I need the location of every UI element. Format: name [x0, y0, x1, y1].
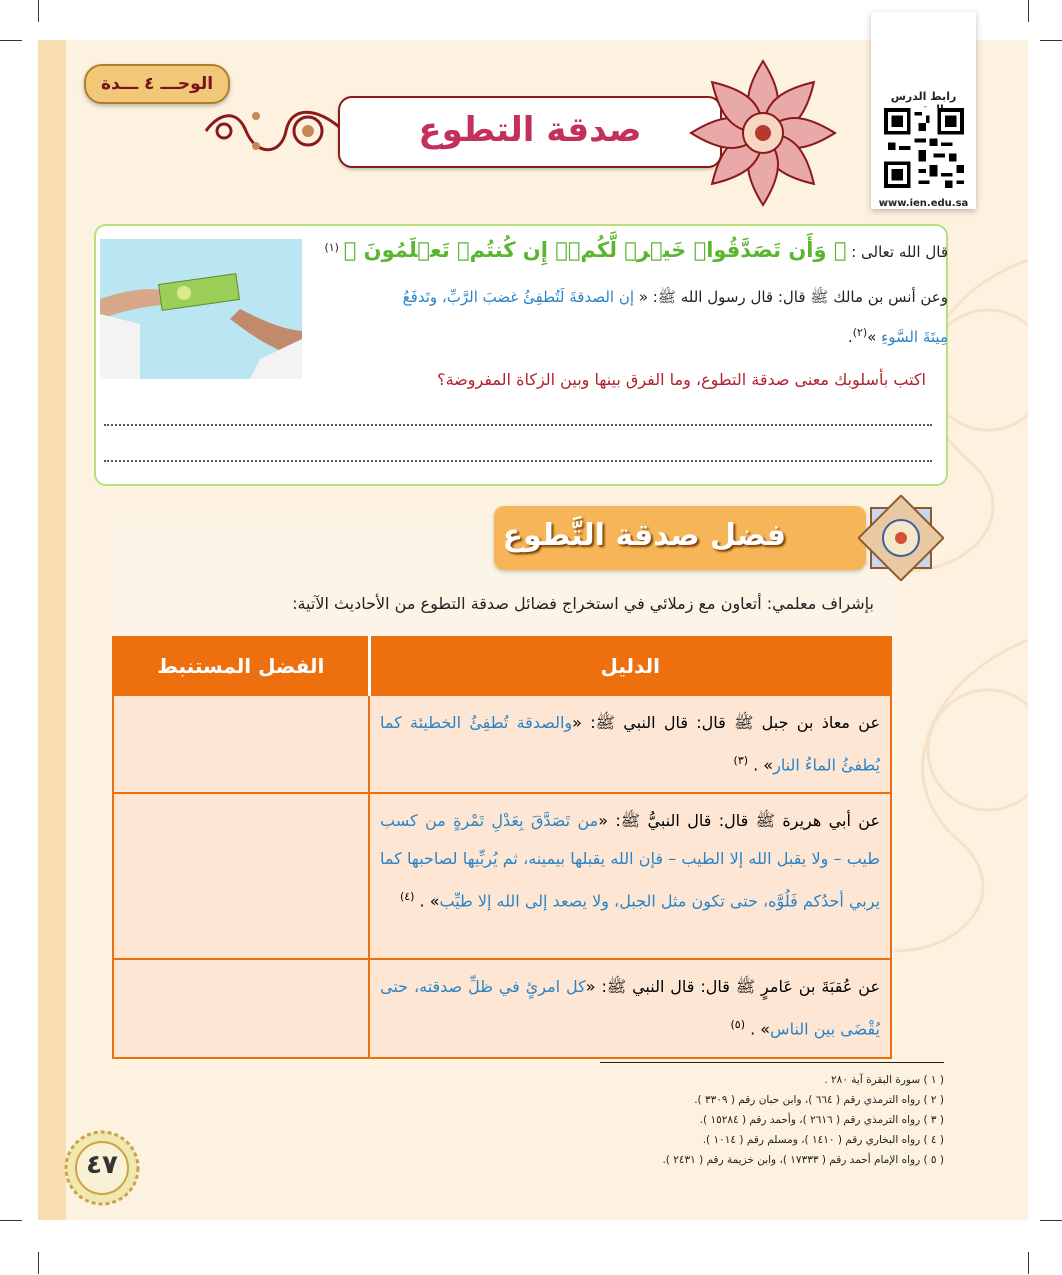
- crop-mark: [1040, 40, 1062, 41]
- hadith-line-1: [403, 288, 948, 310]
- footnote: ( ١ ) سورة البقرة آية ٢٨٠ .: [824, 1074, 944, 1086]
- narrator: عن عُقبَةَ بن عَامرٍ ﷺ قال: قال النبي ﷺ: «: [585, 977, 880, 997]
- footnote: ( ٣ ) رواه الترمذي رقم ( ٢٦١٦ )، وأحمد رقم ( ١٥٢٨٤ ).: [699, 1114, 944, 1126]
- quote-close: » .: [750, 1019, 771, 1039]
- hadith-quote: والصدقة تُطفِئُ الخطيئة كما يُطفئُ الماءُ النار: [380, 713, 880, 775]
- evidence-cell: [369, 695, 891, 793]
- lesson-title: صدقة التطوع: [418, 110, 642, 150]
- crop-mark: [1028, 1252, 1029, 1274]
- table-row: [113, 695, 891, 793]
- crop-mark: [1028, 0, 1029, 22]
- evidence-cell: [369, 793, 891, 959]
- hadith-text-cont: مِيتَةَ السَّوءِ: [881, 328, 948, 346]
- narrator: عن أبي هريرة ﷺ قال: قال النبيُّ ﷺ: «: [598, 811, 881, 831]
- footnote-ref: (٣): [733, 754, 749, 767]
- hadith-line-2: [848, 326, 948, 346]
- table-row: [113, 959, 891, 1057]
- hadith-prefix: وعن أنس بن مالك ﷺ قال: قال رسول الله ﷺ: «: [638, 288, 948, 306]
- header-derived-virtue: الفضل المستنبط: [113, 637, 369, 695]
- derived-virtue-cell[interactable]: [113, 695, 369, 793]
- quran-line: [324, 238, 948, 262]
- star-rosette-icon: [688, 58, 838, 208]
- qr-code-icon[interactable]: [884, 108, 964, 188]
- crop-mark: [0, 1220, 22, 1221]
- unit-badge: الوحـــ ٤ ـــدة: [84, 64, 230, 104]
- derived-virtue-cell[interactable]: [113, 793, 369, 959]
- qr-label: رابط الدرس: [890, 90, 957, 103]
- scroll-ornament: [196, 96, 346, 166]
- page-number: ٤٧: [86, 1150, 118, 1180]
- charity-photo: [100, 239, 302, 379]
- narrator: عن معاذ بن جبل ﷺ قال: قال النبي ﷺ: «: [572, 713, 881, 732]
- footnote: ( ٢ ) رواه الترمذي رقم ( ٦٦٤ )، وابن حبان رقم ( ٣٣٠٩ ).: [694, 1094, 944, 1106]
- section-title: فضل صدقة التَّطوع: [502, 518, 786, 553]
- footnote: ( ٤ ) رواه البخاري رقم ( ١٤١٠ )، ومسلم رقم ( ١٠١٤ ).: [702, 1134, 944, 1146]
- footnote-ref: (٢): [852, 326, 868, 339]
- section-rosette-icon: [858, 495, 944, 581]
- crop-mark: [38, 1252, 39, 1274]
- footnote-ref: (١): [324, 241, 339, 254]
- lesson-title-bar: [338, 96, 722, 168]
- footnote-divider: [600, 1062, 944, 1063]
- hadith-end: .: [847, 328, 853, 346]
- crop-mark: [38, 0, 39, 22]
- header-evidence: الدليل: [369, 637, 891, 695]
- hadith-quote: من تَصَدَّقَ بِعَدْلِ تَمْرةٍ من كسب طيب – ولا يقبل الله إلا الطيب – فإن الله يقبلها بيمينه، ثم يُربِّيها لصاحبها كما يربي أحدُكم فَلُوَّه، حتى تكون مثل الجبل، ولا يصعد إلى الله إلا طيِّب: [380, 811, 880, 911]
- evidence-cell: [369, 959, 891, 1057]
- quran-prefix: قال الله تعالى :: [851, 243, 948, 261]
- activity-instruction: بإشراف معلمي: أتعاون مع زملائي في استخراج فضائل صدقة التطوع من الأحاديث الآتية:: [292, 594, 874, 613]
- footnote-ref: (٥): [730, 1018, 745, 1032]
- qr-url[interactable]: www.ien.edu.sa: [878, 198, 969, 209]
- footnote-ref: (٤): [399, 890, 415, 904]
- qr-card[interactable]: [871, 12, 976, 209]
- answer-line[interactable]: [104, 424, 932, 426]
- answer-line[interactable]: [104, 460, 932, 462]
- footnote: ( ٥ ) رواه الإمام أحمد رقم ( ١٧٣٣٣ )، وابن خزيمة رقم ( ٢٤٣١ ).: [662, 1154, 944, 1166]
- derived-virtue-cell[interactable]: [113, 959, 369, 1057]
- quote-close: » .: [419, 891, 440, 911]
- hadith-text: إن الصدقةَ لَتُطفِئُ غضبَ الرَّبِّ، وتَدفَعُ: [402, 288, 635, 306]
- section-title-bar: [494, 506, 866, 570]
- giving-hands-image: [100, 239, 302, 379]
- hadith-quote: كل امرئٍ في ظلِّ صدقته، حتى يُقْضَى بين الناس: [380, 977, 880, 1039]
- page-edge-strip: [38, 40, 66, 1220]
- quran-verse: ﴿ وَأَن تَصَدَّقُوا۟ خَيۡرٞ لَّكُمۡۖ إِن كُنتُمۡ تَعۡلَمُونَ ﴾: [343, 238, 847, 262]
- quote-close: »: [867, 328, 877, 346]
- evidence-table: [112, 636, 892, 1059]
- crop-mark: [0, 40, 22, 41]
- table-row: [113, 793, 891, 959]
- question-text: اكتب بأسلوبك معنى صدقة التطوع، وما الفرق بينها وبين الزكاة المفروضة؟: [437, 370, 926, 389]
- quote-close: » .: [753, 755, 774, 775]
- crop-mark: [1040, 1220, 1062, 1221]
